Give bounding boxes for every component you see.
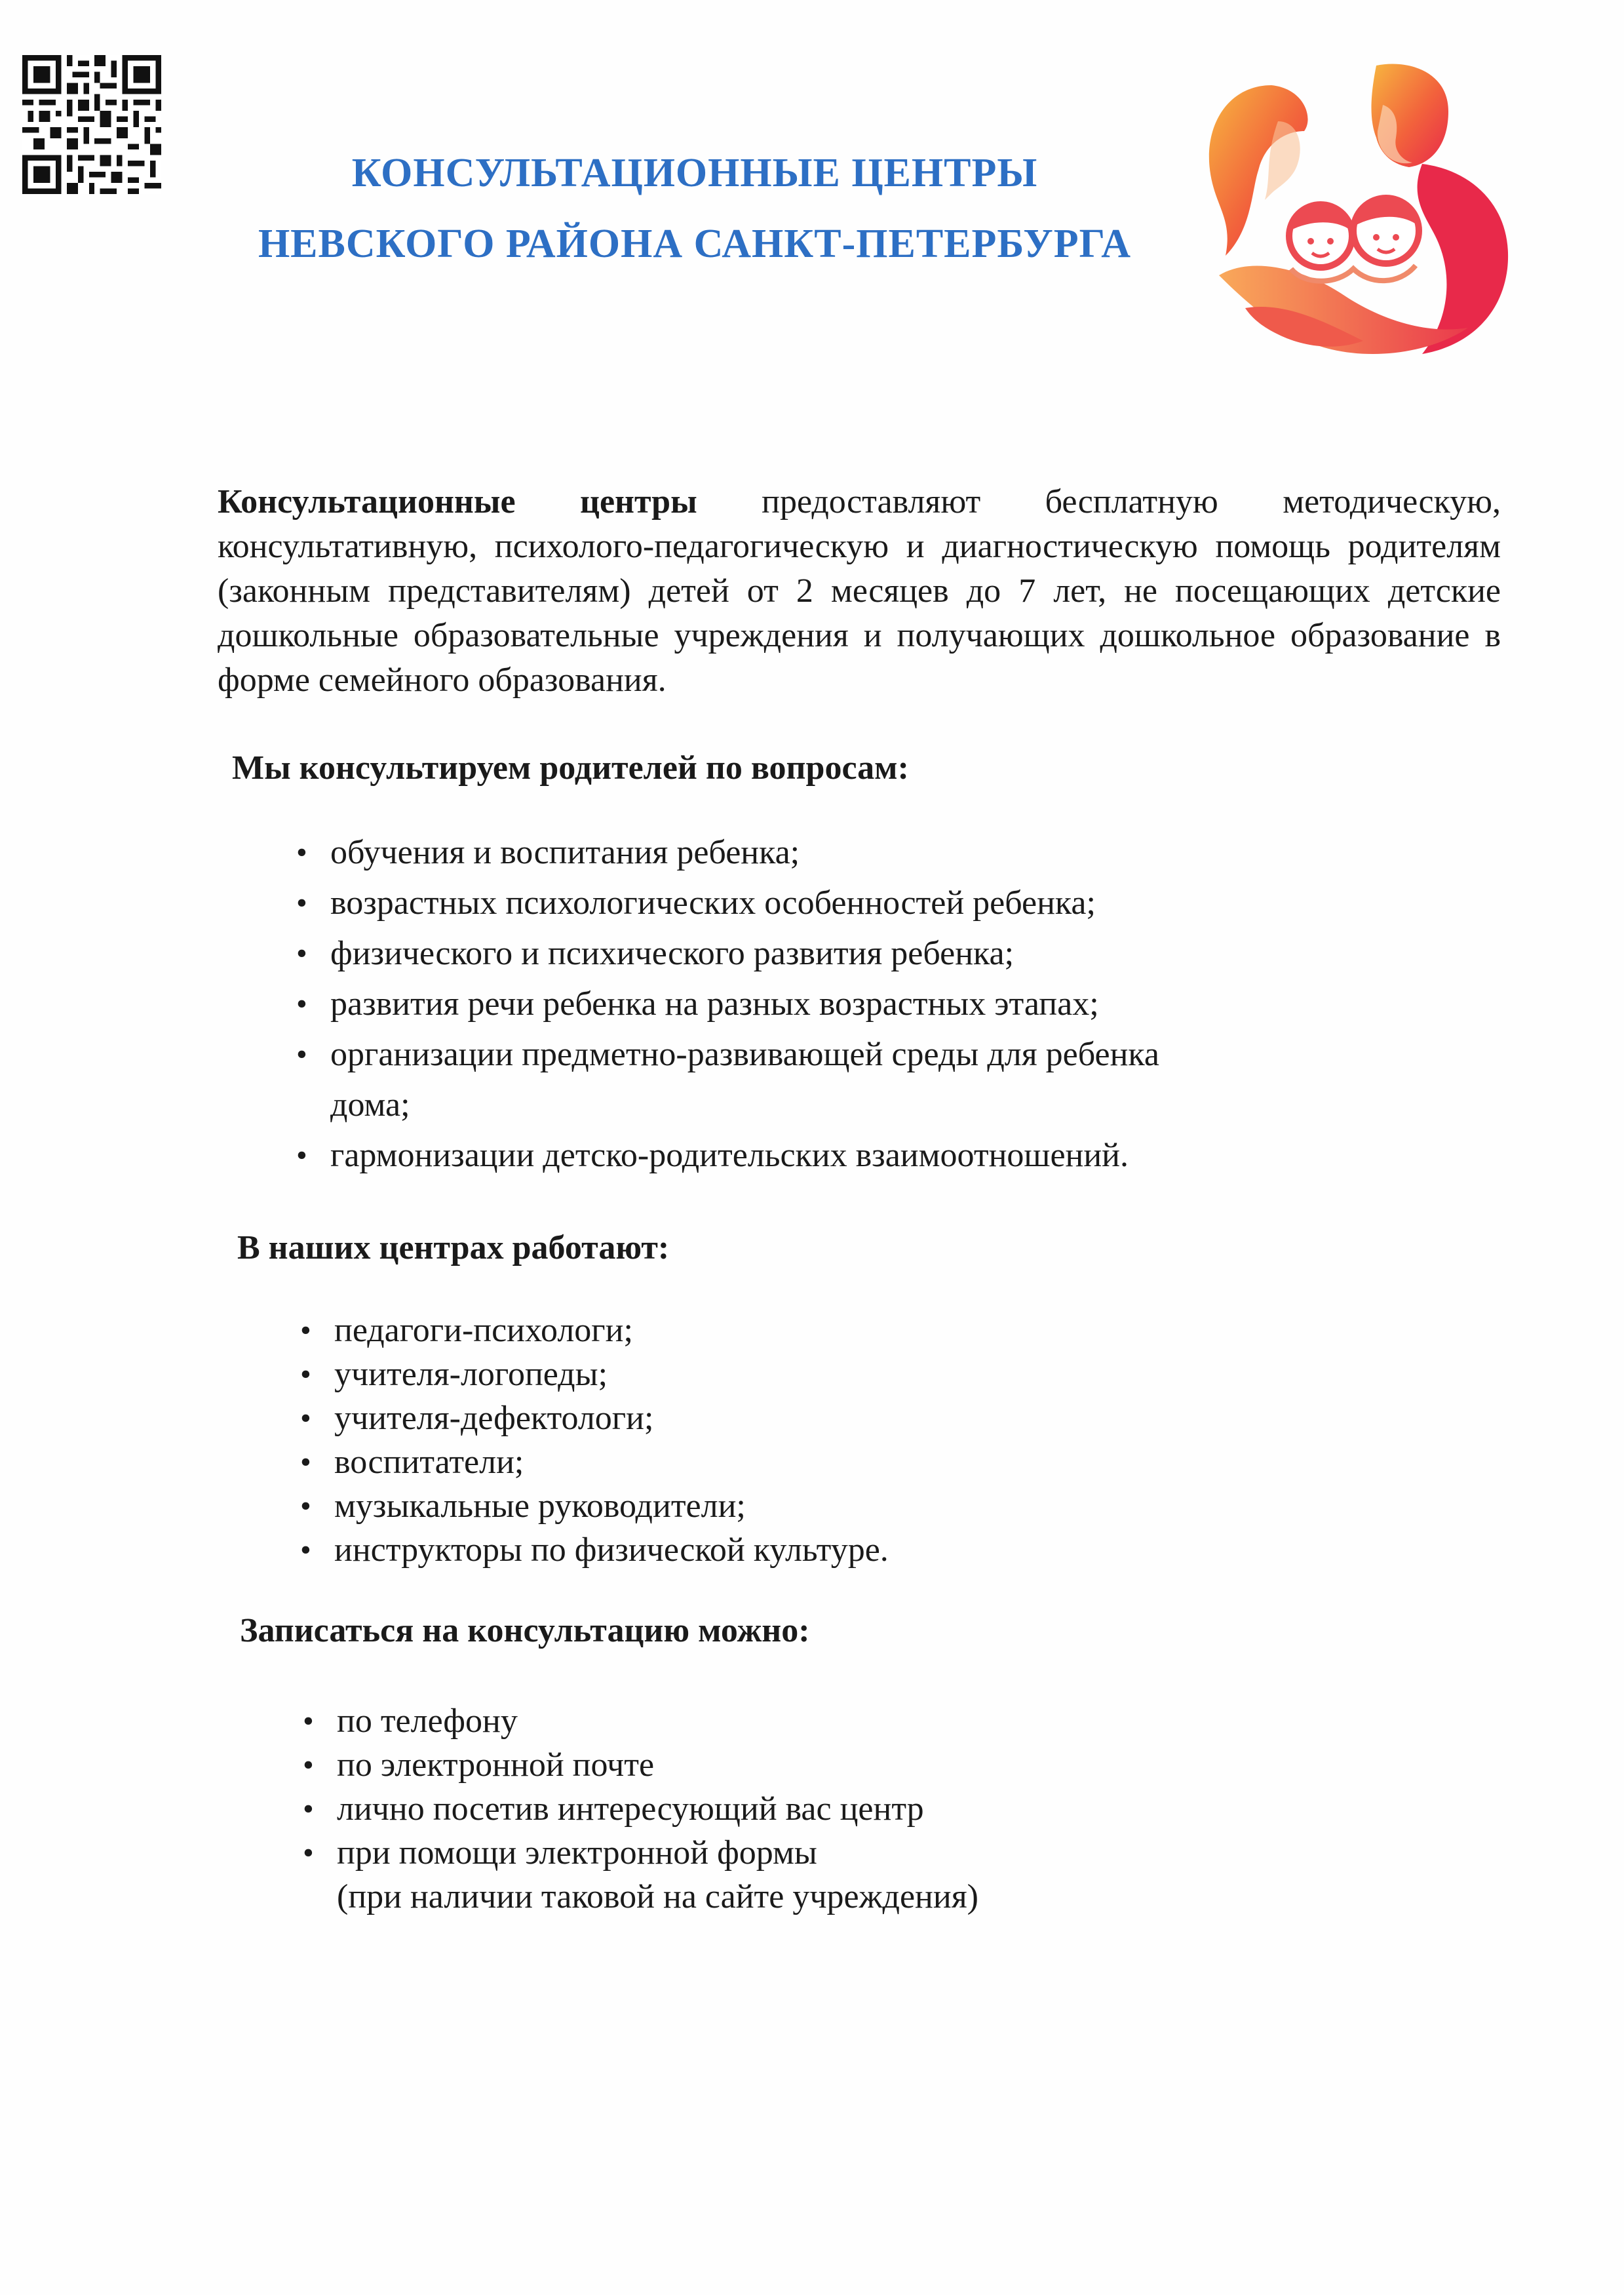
- intro-lead: Консультационные центры: [218, 483, 697, 520]
- signup-heading: Записаться на консультацию можно:: [240, 1612, 810, 1649]
- title-line-1: КОНСУЛЬТАЦИОННЫЕ ЦЕНТРЫ: [351, 151, 1038, 195]
- title-line-2: НЕВСКОГО РАЙОНА САНКТ-ПЕТЕРБУРГА: [258, 222, 1132, 266]
- topics-list: [296, 827, 1159, 1181]
- list-item: • обучения и воспитания ребенка;: [296, 827, 1159, 878]
- list-item: • по телефону: [303, 1699, 978, 1743]
- staff-heading: В наших центрах работают:: [237, 1229, 670, 1266]
- list-item: • лично посетив интересующий вас центр: [303, 1787, 978, 1831]
- topics-heading: Мы консультируем родителей по вопросам:: [232, 749, 909, 787]
- list-item: • физического и психического развития ребенка;: [296, 928, 1159, 979]
- list-item-continuation: (при наличии таковой на сайте учреждения): [337, 1878, 978, 1915]
- list-item: • инструкторы по физической культуре.: [300, 1528, 889, 1572]
- signup-list: [303, 1699, 978, 1919]
- list-item: • организации предметно-развивающей среды для ребенка дома;: [296, 1029, 1159, 1130]
- qr-code-icon: [22, 55, 161, 194]
- list-item: • по электронной почте: [303, 1743, 978, 1787]
- list-item-continuation: дома;: [330, 1086, 410, 1124]
- list-item: • возрастных психологических особенностей ребенка;: [296, 878, 1159, 928]
- staff-list: [300, 1308, 889, 1572]
- list-item: • учителя-логопеды;: [300, 1352, 889, 1396]
- intro-text: предоставляют бесплатную методическую, консультативную, психолого-педагогическую и диагностическую помощь родителям (законным представителям) детей от 2 месяцев до 7 лет, не посещающих детские дошкольные образовательные учреждения и получающих дошкольное образование в форме семейного образования.: [218, 483, 1501, 699]
- list-item: • музыкальные руководители;: [300, 1484, 889, 1528]
- list-item: • педагоги-психологи;: [300, 1308, 889, 1352]
- list-item: • воспитатели;: [300, 1440, 889, 1484]
- list-item: • развития речи ребенка на разных возрастных этапах;: [296, 979, 1159, 1029]
- page-title: [197, 138, 1193, 279]
- list-item: • при помощи электронной формы (при наличии таковой на сайте учреждения): [303, 1831, 978, 1919]
- list-item: • учителя-дефектологи;: [300, 1396, 889, 1440]
- intro-paragraph: [218, 480, 1501, 703]
- family-logo-icon: [1173, 59, 1540, 374]
- list-item: • гармонизации детско-родительских взаимоотношений.: [296, 1130, 1159, 1181]
